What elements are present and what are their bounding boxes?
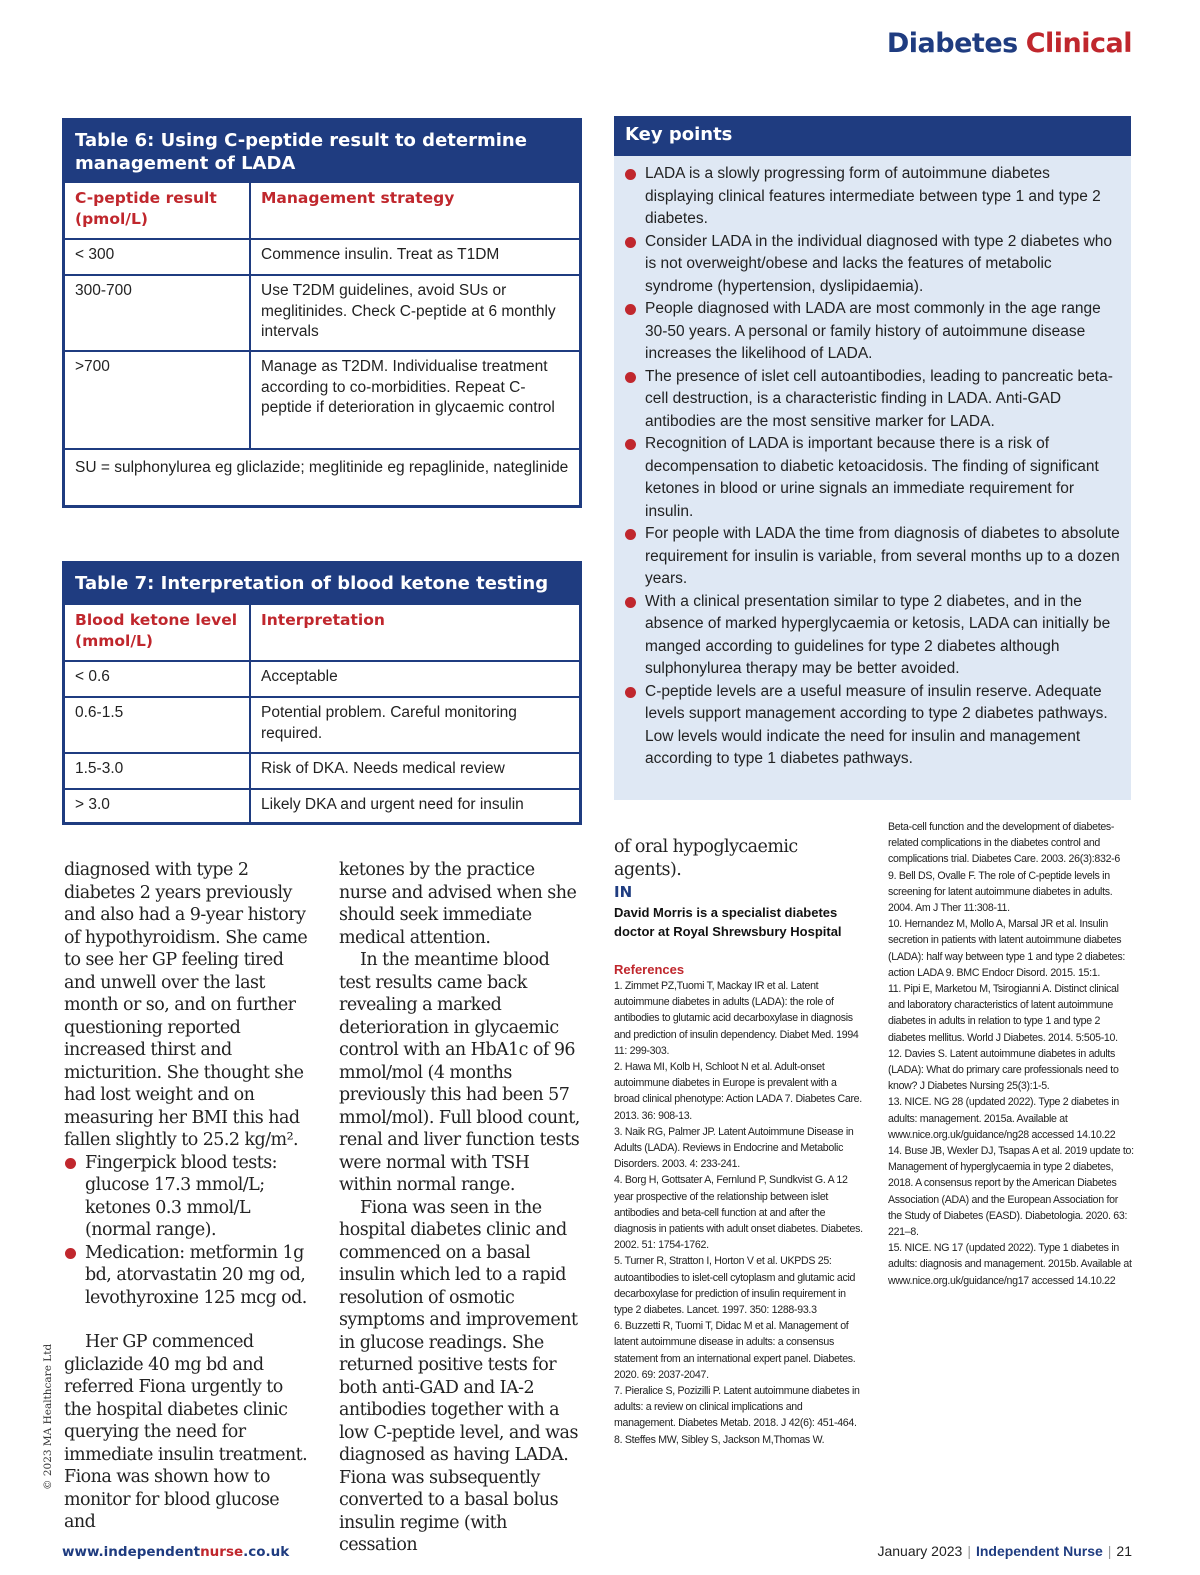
table-cell: < 0.6 [65, 662, 251, 696]
key-point-text: C-peptide levels are a useful measure of insulin reserve. Adequate levels support management according to type 2 diabetes pathways. Low levels would indicate the need for insulin and management according to type 1 diabetes pathways. [645, 682, 1108, 767]
list-item [64, 1242, 308, 1310]
table-row [65, 752, 579, 788]
table-cell: Likely DKA and urgent need for insulin [261, 796, 524, 813]
body-column-3 [614, 836, 864, 1448]
table-cell: > 3.0 [65, 790, 251, 822]
bullet-icon [625, 687, 636, 698]
list-item [625, 681, 1121, 771]
table-row [65, 350, 579, 448]
reference-item: 7. Pieralice S, Pozizilli P. Latent autoimmune diabetes in adults: a review on clinical implications and management. Diabetes Metab. 2018. J 42(6): 451-464. [614, 1385, 860, 1430]
copyright-notice: © 2023 MA Healthcare Ltd [42, 1343, 54, 1490]
reference-item: 9. Bell DS, Ovalle F. The role of C-peptide levels in screening for latent autoimmune diabetes in adults. 2004. Am J Ther 11:308-11. [888, 869, 1113, 915]
body-paragraph: Her GP commenced gliclazide 40 mg bd and referred Fiona urgently to the hospital diabetes clinic querying the need for immediate insulin treatment. Fiona was shown how to monitor for blood glucose and [64, 1332, 308, 1532]
case-bullet-list [64, 1152, 308, 1310]
key-point-text: People diagnosed with LADA are most commonly in the age range 30-50 years. A personal or family history of autoimmune disease increases the likelihood of LADA. [645, 300, 1101, 362]
reference-item: 1. Zimmet PZ,Tuomi T, Mackay IR et al. Latent autoimmune diabetes in adults (LADA): the role of antibodies to glutamic acid decarboxylase in diagnosis and prediction of insulin dependency. Diabet Med. 1994 11: 299-303. [614, 980, 859, 1057]
body-paragraph: of oral hypoglycaemic agents). [614, 837, 798, 880]
list-item [625, 298, 1121, 366]
body-column-1 [64, 859, 308, 1534]
bullet-text: Fingerpick blood tests: glucose 17.3 mmol/L; ketones 0.3 mmol/L (normal range). [85, 1152, 277, 1240]
page-number: 21 [1116, 1543, 1132, 1559]
table-6-note: SU = sulphonylurea eg gliclazide; meglitinide eg repaglinide, nateglinide [65, 448, 579, 505]
table-7-title: Table 7: Interpretation of blood ketone testing [65, 564, 579, 603]
table-cell: Commence insulin. Treat as T1DM [261, 246, 500, 263]
author-bio: David Morris is a specialist diabetes doctor at Royal Shrewsbury Hospital [614, 905, 842, 939]
references-heading: References [614, 962, 685, 977]
table-row [65, 696, 579, 752]
reference-item: 14. Buse JB, Wexler DJ, Tsapas A et al. 2019 update to: Management of hyperglycaemia in type 2 diabetes, 2018. A consensus report by the American Diabetes Association (ADA) and the European Association for the Study of Diabetes (EASD). Diabetologia. 2020. 63: 221–8. [888, 1145, 1134, 1239]
key-point-text: With a clinical presentation similar to type 2 diabetes, and in the absence of marked hyperglycaemia or ketosis, LADA can initially be manged according to guidelines for type 2 diabetes although sulphonylurea therapy may be better avoided. [645, 592, 1111, 677]
footer-url-bold: nurse [200, 1544, 244, 1560]
body-paragraph: ketones by the practice nurse and advised when she should seek immediate medical attention. [339, 860, 577, 948]
table-cell: >700 [65, 352, 251, 448]
reference-item: Beta-cell function and the development of diabetes-related complications in the diabetes control and complications trial. Diabetes Care. 2003. 26(3):832-6 [888, 821, 1121, 866]
table-6-header-row [65, 181, 579, 238]
masthead-subsection: Clinical [1025, 28, 1132, 59]
footer-url-suffix: .co.uk [243, 1544, 290, 1560]
table-6 [62, 118, 582, 508]
reference-item: 8. Steffes MW, Sibley S, Jackson M,Thomas W. [614, 1433, 825, 1446]
footer-magazine-name-1: Independent [975, 1543, 1060, 1559]
body-column-2 [339, 859, 585, 1557]
reference-item: 10. Hernandez M, Mollo A, Marsal JR et al. Insulin secretion in patients with latent autoimmune diabetes (LADA): half way between type 1 and type 2 diabetes: action LADA 9. BMC Endocr Disord. 2015. 15:1. [888, 918, 1126, 979]
body-paragraph: In the meantime blood test results came back revealing a marked deterioration in glycaemic control with an HbA1c of 96 mmol/mol (4 months previously this had been 57 mmol/mol). Full blood count, renal and liver function tests were normal with TSH within normal range. [339, 950, 580, 1195]
table-cell: 0.6-1.5 [65, 698, 251, 752]
footer-magazine-name-2: Nurse [1063, 1543, 1103, 1559]
footer-separator: | [1107, 1543, 1112, 1559]
table-header-cell: Management strategy [261, 189, 455, 207]
table-row [65, 274, 579, 350]
end-mark: IN [614, 883, 633, 901]
bullet-icon [65, 1248, 76, 1259]
table-row [65, 788, 579, 822]
references-list-continued [888, 819, 1134, 1289]
masthead-section: Diabetes [886, 28, 1018, 59]
masthead [887, 28, 1132, 59]
reference-item: 2. Hawa MI, Kolb H, Schloot N et al. Adult-onset autoimmune diabetes in Europe is prevalent with a broad clinical phenotype: Action LADA 7. Diabetes Care. 2013. 36: 908-13. [614, 1061, 862, 1122]
list-item [625, 231, 1121, 299]
list-item [625, 366, 1121, 434]
key-points-box [614, 116, 1131, 800]
key-point-text: Recognition of LADA is important because there is a risk of decompensation to diabetic ketoacidosis. The finding of significant ketones in blood or urine signals an immediate requirement for insulin. [645, 435, 1099, 520]
list-item [625, 523, 1121, 591]
reference-item: 3. Naik RG, Palmer JP. Latent Autoimmune Disease in Adults (LADA). Reviews in Endocrine and Metabolic Disorders. 2003. 4: 233-241. [614, 1125, 854, 1171]
reference-item: 15. NICE. NG 17 (updated 2022). Type 1 diabetes in adults: diagnosis and management. 2015b. Available at www.nice.org.uk/guidance/ng17 accessed 14.10.22 [888, 1242, 1132, 1287]
key-points-list [614, 156, 1131, 771]
list-item [625, 591, 1121, 681]
key-point-text: For people with LADA the time from diagnosis of diabetes to absolute requirement for insulin is variable, from several months up to a dozen years. [645, 525, 1120, 587]
table-row [65, 660, 579, 696]
footer-url-prefix: www.independent [62, 1544, 201, 1560]
bullet-icon [625, 304, 636, 315]
table-cell: 1.5-3.0 [65, 754, 251, 788]
body-paragraph: diagnosed with type 2 diabetes 2 years previously and also had a 9-year history of hypothyroidism. She came to see her GP feeling tired and unwell over the last month or so, and on further questioning reported increased thirst and micturition. She thought she had lost weight and on measuring her BMI this had fallen slightly to 25.2 kg/m². [64, 860, 308, 1150]
reference-item: 4. Borg H, Gottsater A, Fernlund P, Sundkvist G. A 12 year prospective of the relationship between islet antibodies and beta-cell function at and after the diagnosis in patients with adult onset diabetes. Diabetes. 2002. 51: 1754-1762. [614, 1174, 863, 1252]
list-item [64, 1152, 308, 1242]
references-list [614, 978, 864, 1448]
key-points-title: Key points [614, 116, 1131, 156]
body-paragraph: Fiona was seen in the hospital diabetes clinic and commenced on a basal insulin which led to a rapid resolution of osmotic symptoms and improvement in glucose readings. She returned positive tests for both anti-GAD and IA-2 antibodies together with a low C-peptide level, and was diagnosed as having LADA. Fiona was subsequently converted to a basal bolus insulin regime (with cessation [339, 1197, 578, 1555]
reference-item: 12. Davies S. Latent autoimmune diabetes in adults (LADA): What do primary care professionals need to know? J Diabetes Nursing 25(3):1-5. [888, 1047, 1119, 1093]
table-cell: < 300 [65, 240, 251, 274]
table-cell: Risk of DKA. Needs medical review [261, 760, 505, 777]
bullet-icon [625, 529, 636, 540]
bullet-icon [65, 1158, 76, 1169]
footer-separator: | [967, 1543, 971, 1559]
reference-item: 11. Pipi E, Marketou M, Tsirogianni A. Distinct clinical and laboratory characteristics of latent autoimmune diabetes in adults in relation to type 1 and type 2 diabetes mellitus. World J Diabetes. 2014. 5:505-10. [888, 983, 1119, 1044]
table-7 [62, 561, 582, 825]
table-cell: Acceptable [261, 668, 338, 685]
table-7-header-row [65, 603, 579, 660]
table-cell: Potential problem. Careful monitoring required. [261, 704, 517, 742]
table-header-cell: Blood ketone level (mmol/L) [65, 605, 251, 660]
bullet-icon [625, 597, 636, 608]
table-header-cell: C-peptide result (pmol/L) [65, 183, 251, 238]
table-row [65, 238, 579, 274]
bullet-icon [625, 237, 636, 248]
table-cell: 300-700 [65, 276, 251, 350]
table-cell: Use T2DM guidelines, avoid SUs or meglitinides. Check C-peptide at 6 monthly intervals [261, 282, 556, 340]
footer-info [877, 1543, 1132, 1559]
bullet-icon [625, 372, 636, 383]
list-item [625, 433, 1121, 523]
reference-item: 6. Buzzetti R, Tuomi T, Didac M et al. Management of latent autoimmune disease in adults: a consensus statement from an international expert panel. Diabetes. 2020. 69: 2037-2047. [614, 1320, 856, 1381]
key-point-text: LADA is a slowly progressing form of autoimmune diabetes displaying clinical features intermediate between type 1 and type 2 diabetes. [645, 165, 1101, 227]
footer-date: January 2023 [877, 1543, 963, 1559]
paragraph-gap [64, 1309, 308, 1331]
bullet-icon [625, 169, 636, 180]
footer-url[interactable] [62, 1544, 289, 1560]
bullet-text: Medication: metformin 1g bd, atorvastatin 20 mg od, levothyroxine 125 mcg od. [85, 1242, 307, 1308]
table-6-title: Table 6: Using C-peptide result to determine management of LADA [65, 121, 579, 181]
table-header-cell: Interpretation [261, 611, 385, 629]
key-point-text: The presence of islet cell autoantibodies, leading to pancreatic beta-cell destruction, is a characteristic finding in LADA. Anti-GAD antibodies are the most sensitive marker for LADA. [645, 367, 1113, 430]
list-item [625, 163, 1121, 231]
reference-item: 5. Turner R, Stratton I, Horton V et al. UKPDS 25: autoantibodies to islet-cell cytoplasm and glutamic acid decarboxylase for prediction of insulin requirement in type 2 diabetes. Lancet. 1997. 350: 1288-93.3 [614, 1255, 856, 1317]
key-point-text: Consider LADA in the individual diagnosed with type 2 diabetes who is not overweight/obese and lacks the features of metabolic syndrome (hypertension, dyslipidaemia). [645, 232, 1113, 295]
reference-item: 13. NICE. NG 28 (updated 2022). Type 2 diabetes in adults: management. 2015a. Available at www.nice.org.uk/guidance/ng28 accessed 14.10.22 [888, 1096, 1119, 1141]
bullet-icon [625, 439, 636, 450]
table-cell: Manage as T2DM. Individualise treatment according to co-morbidities. Repeat C-peptide if deterioration in glycaemic control [261, 358, 555, 416]
